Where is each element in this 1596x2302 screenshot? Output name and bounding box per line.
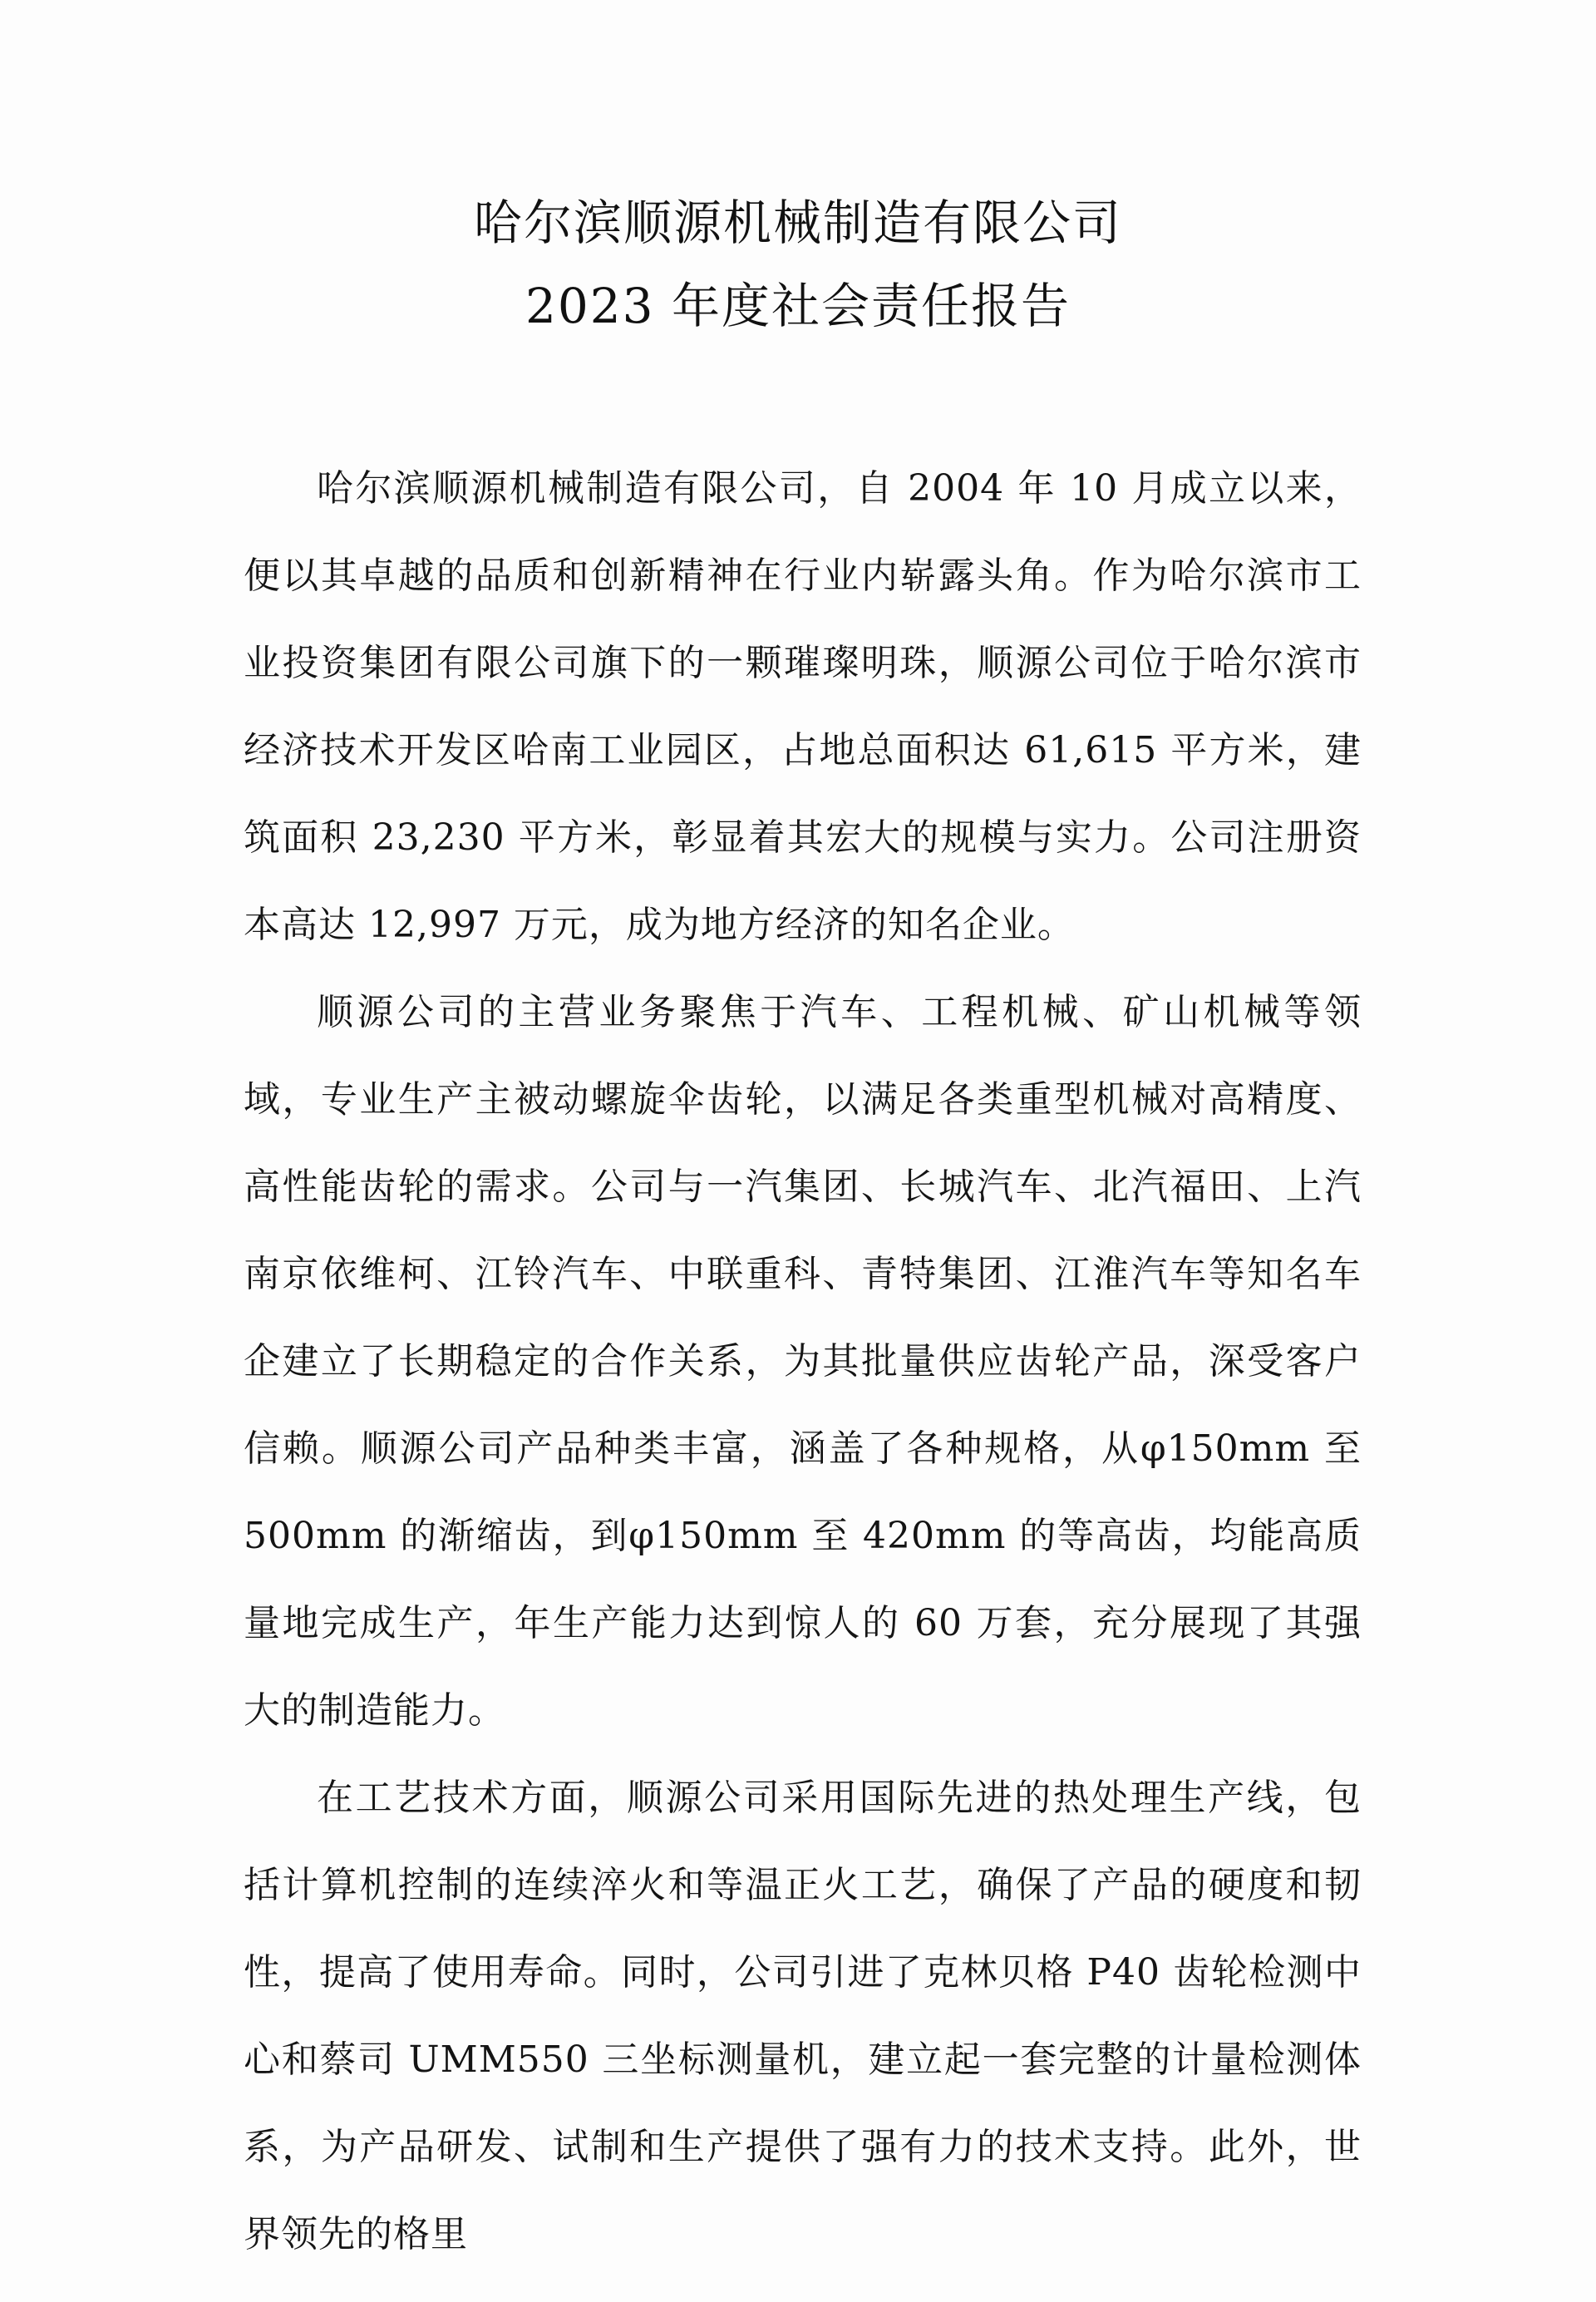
report-title [0,181,1596,348]
paragraph-main-business: 顺源公司的主营业务聚焦于汽车、工程机械、矿山机械等领域，专业生产主被动螺旋伞齿轮，以满足各类重型机械对高精度、高性能齿轮的需求。公司与一汽集团、长城汽车、北汽福田、上汽南京依维柯、江铃汽车、中联重科、青特集团、江淮汽车等知名车企建立了长期稳定的合作关系，为其批量供应齿轮产品，深受客户信赖。顺源公司产品种类丰富，涵盖了各种规格，从φ150mm 至 500mm 的渐缩齿，到φ150mm 至 420mm 的等高齿，均能高质量地完成生产，年生产能力达到惊人的 60 万套，充分展现了其强大的制造能力。 [244,991,1362,1732]
paragraph-process-technology: 在工艺技术方面，顺源公司采用国际先进的热处理生产线，包括计算机控制的连续淬火和等温正火工艺，确保了产品的硬度和韧性，提高了使用寿命。同时，公司引进了克林贝格 P40 齿轮检测中心和蔡司 UMM550 三坐标测量机，建立起一套完整的计量检测体系，为产品研发、试制和生产提供了强有力的技术支持。此外，世界领先的格里 [244,1777,1362,2255]
paragraph-company-overview: 哈尔滨顺源机械制造有限公司，自 2004 年 10 月成立以来，便以其卓越的品质和创新精神在行业内崭露头角。作为哈尔滨市工业投资集团有限公司旗下的一颗璀璨明珠，顺源公司位于哈尔滨市经济技术开发区哈南工业园区，占地总面积达 61,615 平方米，建筑面积 23,230 平方米，彰显着其宏大的规模与实力。公司注册资本高达 12,997 万元，成为地方经济的知名企业。 [244,467,1362,946]
report-title-company: 哈尔滨顺源机械制造有限公司 [473,195,1122,251]
report-title-year: 2023 年度社会责任报告 [525,278,1071,334]
report-body [244,445,1362,2278]
